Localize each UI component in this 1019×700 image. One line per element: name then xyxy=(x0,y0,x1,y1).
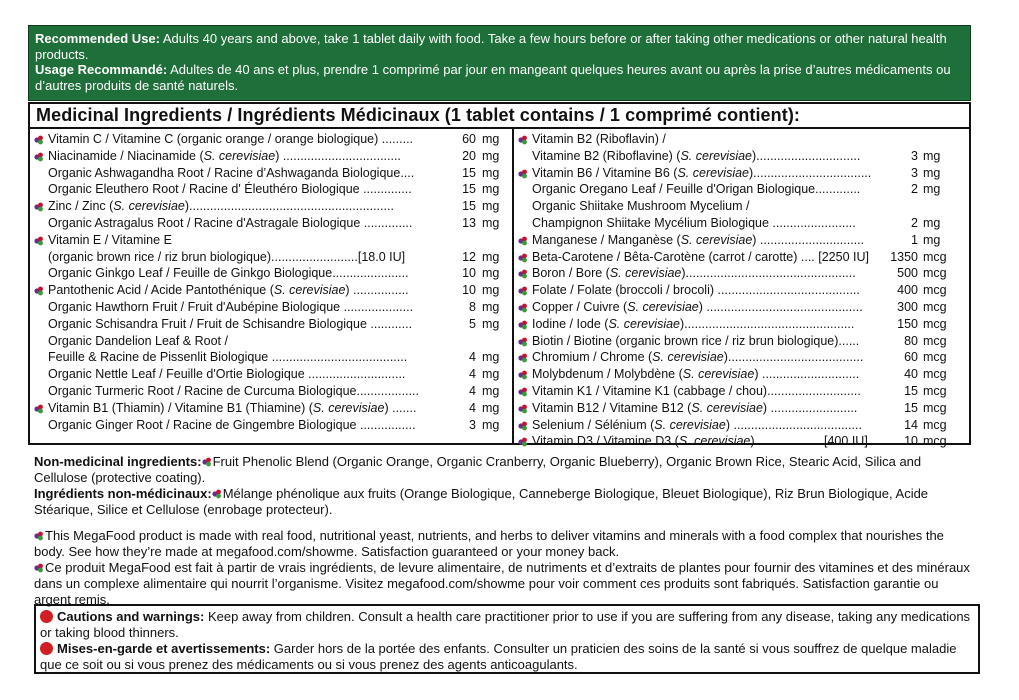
ingredient-name: Selenium / Sélénium (S. cerevisiae) ..................................... xyxy=(532,417,862,432)
ingredient-row xyxy=(518,232,966,249)
warning-dot-icon xyxy=(40,610,53,623)
ingredient-name: Organic Dandelion Leaf & Root / xyxy=(48,333,228,348)
fruit-blend-icon xyxy=(518,387,528,397)
ingredient-unit: mcg xyxy=(923,299,947,314)
fruit-blend-icon xyxy=(518,303,528,313)
fruit-blend-icon xyxy=(34,286,44,296)
ingredient-unit: mcg xyxy=(923,333,947,348)
ingredient-row xyxy=(34,198,504,215)
ingredient-row xyxy=(518,349,966,366)
ingredient-amount: 40 xyxy=(904,367,918,382)
ingredient-name: Pantothenic Acid / Acide Pantothénique (S. cerevisiae) ................ xyxy=(48,283,409,298)
ingredient-amount: 15 xyxy=(462,199,476,214)
ingredient-unit: mcg xyxy=(923,383,947,398)
ingredient-amount: 4 xyxy=(469,350,476,365)
ingredient-amount: 500 xyxy=(897,266,918,281)
ingredient-name: Organic Oregano Leaf / Feuille d'Origan Biologique............. xyxy=(532,182,861,197)
fruit-blend-icon xyxy=(34,236,44,246)
ingredient-unit: mg xyxy=(482,199,500,214)
ingredient-unit: mg xyxy=(482,283,500,298)
ingredient-row xyxy=(34,148,504,165)
ingredient-row xyxy=(518,400,966,417)
ingredients-left-column xyxy=(34,131,504,433)
ingredient-unit: mg xyxy=(482,182,500,197)
ingredient-row xyxy=(34,333,504,350)
ingredient-amount: 15 xyxy=(462,182,476,197)
ingredient-unit: mg xyxy=(482,400,500,415)
ingredient-name: Vitamin D3 / Vitamine D3 (S. cerevisiae) .................. [400 IU] xyxy=(532,434,868,449)
ingredient-row xyxy=(34,249,504,266)
ingredient-name: Organic Ginkgo Leaf / Feuille de Ginkgo Biologique...................... xyxy=(48,266,409,281)
ingredient-amount: 15 xyxy=(462,165,476,180)
ingredient-unit: mcg xyxy=(923,249,947,264)
ingredient-row xyxy=(518,299,966,316)
ingredient-name: Copper / Cuivre (S. cerevisiae) ............................................. xyxy=(532,299,863,314)
ingredient-row xyxy=(34,316,504,333)
fruit-blend-icon xyxy=(518,269,528,279)
medicinal-ingredients-table xyxy=(28,102,971,449)
product-statement-en: This MegaFood product is made with real food, nutritional yeast, nutrients, and herbs to deliver vitamins and minerals with a food complex that nourishes the body. See how they’re made at megafood.com/showme. Satisfaction guaranteed or your money back. xyxy=(34,528,944,559)
ingredient-name: Vitamine B2 (Riboflavine) (S. cerevisiae).............................. xyxy=(532,148,861,163)
ingredient-row xyxy=(34,131,504,148)
ingredient-unit: mg xyxy=(482,165,500,180)
fruit-blend-icon xyxy=(518,169,528,179)
ingredient-unit: mcg xyxy=(923,417,947,432)
ingredient-row xyxy=(518,282,966,299)
non-medicinal-en: Non-medicinal ingredients: Fruit Phenolic Blend (Organic Orange, Organic Cranberry, Organic Blueberry), Organic Brown Rice, Stearic Acid, Silica and Cellulose (protective coating). xyxy=(34,454,922,485)
table-title: Medicinal Ingredients / Ingrédients Médicinaux (1 tablet contains / 1 comprimé contient): xyxy=(30,104,969,129)
fruit-blend-icon xyxy=(518,404,528,414)
ingredient-amount: 4 xyxy=(469,383,476,398)
fruit-blend-icon xyxy=(34,202,44,212)
ingredient-name: Iodine / Iode (S. cerevisiae)................................................. xyxy=(532,316,855,331)
ingredient-amount: 4 xyxy=(469,400,476,415)
ingredient-row xyxy=(518,417,966,434)
ingredient-unit: mg xyxy=(482,417,500,432)
fruit-blend-icon xyxy=(34,404,44,414)
ingredient-row xyxy=(34,383,504,400)
ingredient-name: Organic Shiitake Mushroom Mycelium / xyxy=(532,199,750,214)
recommended-use-en: Recommended Use: Adults 40 years and above, take 1 tablet daily with food. Take a few hours before or after taking other medications or other natural health products. xyxy=(35,31,947,62)
fruit-blend-icon xyxy=(518,353,528,363)
ingredient-row xyxy=(34,181,504,198)
fruit-blend-icon xyxy=(518,320,528,330)
ingredient-name: Champignon Shiitake Mycélium Biologique ........................ xyxy=(532,215,856,230)
ingredient-unit: mcg xyxy=(923,367,947,382)
ingredient-amount: 20 xyxy=(462,148,476,163)
ingredient-row xyxy=(34,282,504,299)
ingredient-name: Beta-Carotene / Bêta-Carotène (carrot / carotte) .... [2250 IU] xyxy=(532,249,869,264)
fruit-blend-icon xyxy=(518,337,528,347)
ingredient-unit: mcg xyxy=(923,316,947,331)
recommended-use-fr: Usage Recommandé: Adultes de 40 ans et plus, prendre 1 comprimé par jour en mangeant quelques heures avant ou après la prise d’autres médicaments ou d’autres produits de santé naturels. xyxy=(35,62,951,93)
ingredient-unit: mcg xyxy=(923,434,947,449)
ingredient-amount: 10 xyxy=(462,283,476,298)
ingredient-amount: 3 xyxy=(911,165,918,180)
ingredient-amount: 15 xyxy=(904,383,918,398)
ingredient-row xyxy=(34,299,504,316)
ingredient-unit: mg xyxy=(923,232,941,247)
ingredient-row xyxy=(518,249,966,266)
ingredient-unit: mg xyxy=(923,165,941,180)
fruit-blend-icon xyxy=(518,421,528,431)
fruit-blend-icon xyxy=(34,563,44,573)
ingredient-amount: 2 xyxy=(911,182,918,197)
ingredient-name: Organic Astragalus Root / Racine d'Astragale Biologique .............. xyxy=(48,215,413,230)
ingredient-row xyxy=(518,383,966,400)
ingredient-row xyxy=(34,165,504,182)
ingredient-amount: 5 xyxy=(469,316,476,331)
ingredient-row xyxy=(518,215,966,232)
ingredient-name: Boron / Bore (S. cerevisiae)................................................. xyxy=(532,266,856,281)
ingredient-row xyxy=(34,349,504,366)
ingredient-unit: mg xyxy=(482,299,500,314)
ingredient-row xyxy=(518,333,966,350)
ingredient-name: Vitamin B1 (Thiamin) / Vitamine B1 (Thiamine) (S. cerevisiae) ....... xyxy=(48,400,417,415)
ingredient-amount: 12 xyxy=(462,249,476,264)
ingredient-row xyxy=(34,232,504,249)
ingredient-row xyxy=(518,131,966,148)
ingredient-name: Organic Turmeric Root / Racine de Curcuma Biologique.................. xyxy=(48,383,419,398)
ingredient-row xyxy=(34,366,504,383)
ingredient-unit: mcg xyxy=(923,350,947,365)
fruit-blend-icon xyxy=(518,286,528,296)
ingredient-unit: mcg xyxy=(923,283,947,298)
ingredient-name: Vitamin K1 / Vitamine K1 (cabbage / chou)........................... xyxy=(532,383,861,398)
ingredient-amount: 13 xyxy=(462,215,476,230)
cautions-en: Cautions and warnings: Keep away from children. Consult a health care practitioner prior to use if you are suffering from any disease, taking any medications or taking blood thinners. xyxy=(40,609,971,640)
ingredient-unit: mg xyxy=(482,148,500,163)
ingredient-name: Organic Nettle Leaf / Feuille d'Ortie Biologique ............................ xyxy=(48,367,406,382)
fruit-blend-icon xyxy=(518,370,528,380)
ingredient-unit: mg xyxy=(482,266,500,281)
ingredient-unit: mg xyxy=(482,249,500,264)
ingredient-amount: 80 xyxy=(904,333,918,348)
product-statement xyxy=(34,528,974,608)
ingredient-row xyxy=(34,215,504,232)
ingredient-amount: 150 xyxy=(897,316,918,331)
ingredient-amount: 3 xyxy=(911,148,918,163)
ingredient-row xyxy=(518,198,966,215)
ingredient-name: Biotin / Biotine (organic brown rice / riz brun biologique)...... xyxy=(532,333,860,348)
ingredient-name: Vitamin B6 / Vitamine B6 (S. cerevisiae).................................. xyxy=(532,165,872,180)
ingredient-name: Chromium / Chrome (S. cerevisiae)....................................... xyxy=(532,350,864,365)
ingredient-row xyxy=(518,265,966,282)
ingredient-amount: 1 xyxy=(911,232,918,247)
ingredient-unit: mg xyxy=(482,215,500,230)
ingredients-right-column xyxy=(518,131,966,450)
fruit-blend-icon xyxy=(202,457,212,467)
ingredient-name: Zinc / Zinc (S. cerevisiae)........................................................... xyxy=(48,199,394,214)
ingredient-name: (organic brown rice / riz brun biologique).........................[18.0 IU] xyxy=(48,249,406,264)
fruit-blend-icon xyxy=(212,489,222,499)
non-medicinal-fr: Ingrédients non-médicinaux: Mélange phénolique aux fruits (Orange Biologique, Canneberge Biologique, Bleuet Biologique), Riz Brun Biologique, Acide Stéarique, Silice et Cellulose (enrobage protecteur). xyxy=(34,486,929,517)
ingredient-amount: 14 xyxy=(904,417,918,432)
ingredient-unit: mg xyxy=(482,367,500,382)
ingredient-amount: 3 xyxy=(469,417,476,432)
ingredient-amount: 10 xyxy=(904,434,918,449)
fruit-blend-icon xyxy=(518,437,528,447)
ingredient-amount: 300 xyxy=(897,299,918,314)
ingredient-unit: mg xyxy=(923,182,941,197)
ingredient-name: Niacinamide / Niacinamide (S. cerevisiae) .................................. xyxy=(48,148,401,163)
ingredient-name: Organic Eleuthero Root / Racine d' Éleuthéro Biologique .............. xyxy=(48,182,412,197)
ingredient-name: Organic Hawthorn Fruit / Fruit d'Aubépine Biologique .................... xyxy=(48,299,414,314)
fruit-blend-icon xyxy=(34,531,44,541)
fruit-blend-icon xyxy=(518,236,528,246)
ingredient-row xyxy=(34,265,504,282)
ingredient-amount: 400 xyxy=(897,283,918,298)
ingredient-amount: 2 xyxy=(911,215,918,230)
ingredient-name: Vitamin B12 / Vitamine B12 (S. cerevisiae) ......................... xyxy=(532,400,858,415)
cautions-fr: Mises-en-garde et avertissements: Garder hors de la portée des enfants. Consulter un praticien des soins de la santé si vous souffrez de quelque maladie que ce soit ou si vous prenez des médicaments ou si vous prenez des agents anticoagulants. xyxy=(40,641,957,672)
ingredient-unit: mg xyxy=(923,215,941,230)
fruit-blend-icon xyxy=(34,152,44,162)
cautions-box xyxy=(34,604,980,674)
ingredient-name: Organic Schisandra Fruit / Fruit de Schisandre Biologique ............ xyxy=(48,316,413,331)
ingredient-row xyxy=(518,316,966,333)
ingredient-name: Vitamin E / Vitamine E xyxy=(48,232,172,247)
ingredient-amount: 60 xyxy=(462,132,476,146)
fruit-blend-icon xyxy=(34,135,44,145)
ingredient-amount: 60 xyxy=(904,350,918,365)
ingredient-amount: 8 xyxy=(469,299,476,314)
ingredient-name: Vitamin C / Vitamine C (organic orange / orange biologique) ......... xyxy=(48,132,414,146)
ingredient-name: Vitamin B2 (Riboflavin) / xyxy=(532,132,666,146)
ingredient-unit: mg xyxy=(482,132,500,146)
ingredient-name: Molybdenum / Molybdène (S. cerevisiae) ............................ xyxy=(532,367,860,382)
ingredient-row xyxy=(518,165,966,182)
ingredient-row xyxy=(518,148,966,165)
ingredient-row xyxy=(518,366,966,383)
ingredient-name: Organic Ashwagandha Root / Racine d’Ashwaganda Biologique.... xyxy=(48,165,415,180)
ingredient-unit: mg xyxy=(482,383,500,398)
column-divider xyxy=(512,129,514,445)
ingredient-amount: 1350 xyxy=(890,249,918,264)
ingredient-name: Manganese / Manganèse (S. cerevisiae) .............................. xyxy=(532,232,865,247)
ingredient-name: Organic Ginger Root / Racine de Gingembre Biologique ................ xyxy=(48,417,416,432)
recommended-use-panel xyxy=(28,25,971,101)
ingredient-amount: 10 xyxy=(462,266,476,281)
ingredient-unit: mcg xyxy=(923,400,947,415)
fruit-blend-icon xyxy=(518,253,528,263)
product-statement-fr: Ce produit MegaFood est fait à partir de vrais ingrédients, de levure alimentaire, de nutriments et d’extraits de plantes pour fournir des vitamines et des minéraux dans un complexe alimentaire qui nourrit l’organisme. Visitez megafood.com/showme pour voir comment ces produits sont fabriqués. Satisfaction garantie ou argent remis. xyxy=(34,560,970,607)
ingredient-row xyxy=(518,433,966,450)
ingredient-amount: 15 xyxy=(904,400,918,415)
ingredient-unit: mg xyxy=(482,316,500,331)
ingredient-unit: mg xyxy=(482,350,500,365)
ingredient-row xyxy=(518,181,966,198)
ingredient-amount: 4 xyxy=(469,367,476,382)
ingredient-name: Folate / Folate (broccoli / brocoli) ......................................... xyxy=(532,283,860,298)
ingredient-name: Feuille & Racine de Pissenlit Biologique ....................................... xyxy=(48,350,408,365)
ingredient-unit: mcg xyxy=(923,266,947,281)
fruit-blend-icon xyxy=(518,135,528,145)
non-medicinal-ingredients xyxy=(34,454,974,518)
ingredient-unit: mg xyxy=(923,148,941,163)
ingredient-row xyxy=(34,400,504,417)
ingredient-row xyxy=(34,417,504,434)
warning-dot-icon xyxy=(40,642,53,655)
